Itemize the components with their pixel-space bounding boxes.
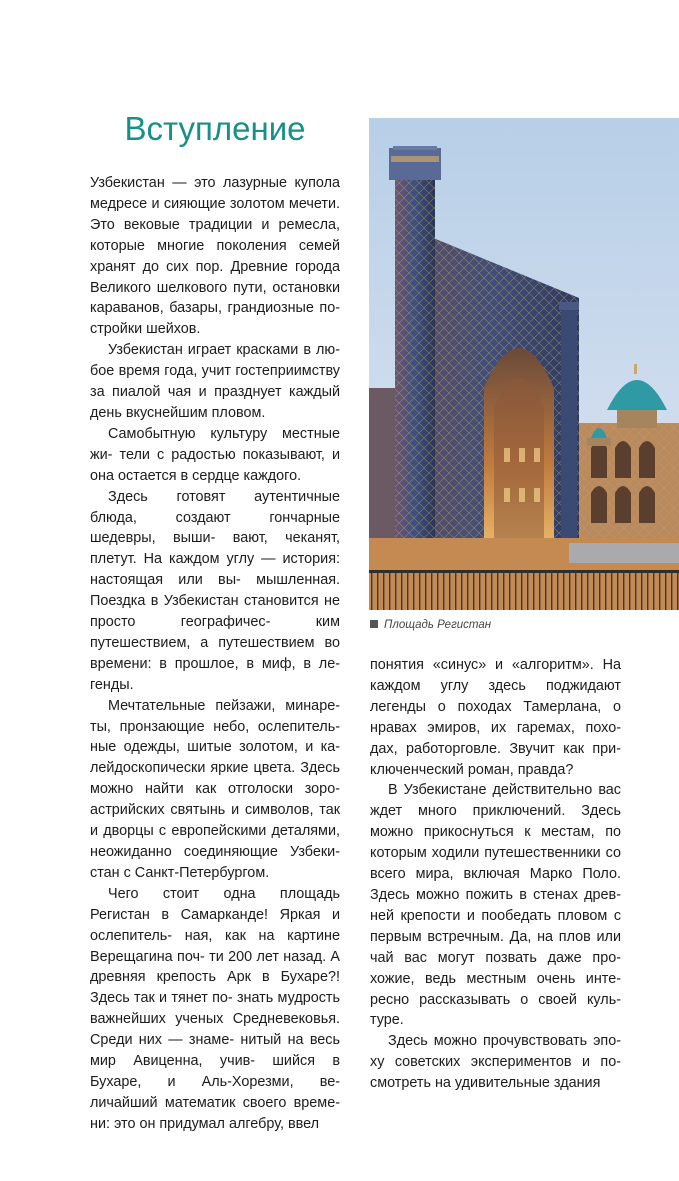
paragraph: [90, 340, 340, 424]
text-line: Мечтательные пейзажи, минаре-: [108, 697, 340, 714]
photo-caption-text: Площадь Регистан: [384, 619, 492, 631]
text-line: дах, работорговле. Звучит как при-: [370, 740, 621, 757]
text-line: лейдоскопически яркие цвета. Здесь: [90, 760, 340, 777]
text-line: ким путешествием, а путешествием: [90, 614, 340, 651]
paragraph: [90, 487, 340, 696]
text-line: ни: это он придумал алгебру, ввел: [90, 1115, 320, 1132]
text-line: Здесь можно прочувствовать эпо-: [388, 1033, 621, 1050]
text-line: создают гончарные шедевры, выши-: [90, 509, 340, 547]
text-line: смотреть на удивительные здания: [370, 1075, 601, 1092]
text-line: которым ходили путешественники: [370, 845, 601, 862]
text-line: В Узбекистане действительно вас: [388, 782, 621, 799]
text-line: медресе и сияющие золотом мечети.: [90, 195, 340, 212]
text-line: Здесь готовят аутентичные блюда,: [90, 488, 340, 526]
text-line: углу — история: настоящая или вы-: [90, 551, 341, 589]
text-line: шийся в Бухаре, и Аль-Хорезми, ве-: [90, 1053, 340, 1090]
text-line: Арк в Бухаре?! Здесь так и тянет по-: [90, 969, 340, 1007]
text-line: день вкуснейшим пловом.: [90, 404, 266, 421]
text-line: ты, пронзающие небо, ослепитель-: [90, 718, 340, 735]
paragraph: [90, 696, 340, 884]
text-line: личайший математик своего време-: [90, 1094, 340, 1111]
paragraph: [370, 1031, 621, 1094]
paragraph: [90, 884, 340, 1135]
paragraph: [370, 655, 621, 780]
paragraph: [370, 780, 621, 1031]
text-line: ресно рассказывать о своей куль-: [370, 991, 621, 1008]
text-line: нитый на весь мир Авиценна, учив-: [90, 1032, 341, 1070]
text-line: стройки шейхов.: [90, 321, 201, 338]
text-line: Узбекистан играет красками в лю-: [108, 342, 340, 359]
text-line: вают, чеканят, плетут. На каждом: [90, 530, 341, 568]
text-line: понятия «синус» и «алгоритм».: [370, 657, 594, 673]
text-line: за пиалой чая и празднует каждый: [90, 384, 340, 401]
left-text-column: [90, 173, 340, 1135]
text-line: и дворцы с европейскими деталями,: [90, 823, 340, 840]
text-line: Это вековые традиции и ремесла,: [90, 216, 340, 233]
text-line: астрийских святынь и символов, так: [90, 802, 340, 819]
text-line: ней крепости и пообедать пловом: [370, 907, 608, 924]
text-line: На каждом углу здесь поджидают: [370, 657, 621, 694]
text-line: Самобытную культуру местные жи-: [90, 425, 340, 463]
text-line: ти 200 лет назад. А древняя крепость: [90, 948, 341, 986]
text-line: становится не просто географичес-: [90, 593, 340, 631]
text-line: знать мудрость важнейших ученых: [90, 990, 341, 1028]
right-text-column: [370, 655, 621, 1094]
text-line: стан с Санкт-Петербургом.: [90, 864, 270, 881]
text-line: или чай вас могут позвать даже про-: [370, 928, 621, 966]
text-line: хранят до сих пор. Древние города: [90, 258, 340, 275]
paragraph: [90, 424, 340, 487]
text-line: Великого шелкового пути, остановки: [90, 279, 340, 296]
text-line: которые многие поколения семей: [90, 237, 340, 254]
text-line: генды.: [90, 676, 134, 693]
registan-photo: [369, 118, 679, 610]
text-line: можно прикоснуться к местам, по: [370, 824, 621, 841]
text-line: с первым встречным. Да, на плов: [370, 907, 622, 945]
text-line: бое время года, учит гостеприимству: [90, 363, 340, 380]
caption-bullet: [370, 620, 378, 628]
text-line: во времени: в прошлое, в миф, в ле-: [90, 634, 341, 672]
text-line: ная, как на картине Верещагина поч-: [90, 927, 340, 965]
text-line: Здесь можно пожить в стенах древ-: [370, 886, 621, 903]
text-line: хожие, ведь местным очень инте-: [370, 970, 621, 987]
text-line: остается в сердце каждого.: [117, 467, 302, 484]
text-line: ху советских экспериментов и по-: [370, 1054, 621, 1071]
text-line: ключенческий роман, правда?: [370, 761, 574, 778]
text-line: в Самарканде! Яркая и ослепитель-: [90, 906, 340, 944]
text-line: легенды о походах Тамерлана, о: [370, 698, 621, 715]
text-line: мышленная. Поездка в Узбекистан: [90, 572, 341, 610]
page-title: Вступление: [124, 110, 306, 147]
text-line: тели с радостью показывают, и она: [90, 446, 341, 484]
text-line: ные одежды, шитые золотом, и ка-: [90, 739, 340, 756]
text-line: нравах эмиров, их гаремах, похо-: [370, 719, 621, 736]
text-line: неожиданно соединяющие Узбеки-: [90, 844, 340, 860]
photo-caption: [370, 619, 670, 631]
text-line: Узбекистан — это лазурные купола: [90, 175, 340, 191]
text-line: можно найти как отголоски зоро-: [90, 781, 340, 798]
text-line: Чего стоит одна площадь Регистан: [90, 885, 340, 923]
text-line: со всего мира, включая Марко Поло.: [370, 845, 621, 883]
text-line: Средневековья. Среди них — знаме-: [90, 1011, 340, 1049]
text-line: караванов, базары, грандиозные по-: [90, 300, 340, 317]
paragraph: [90, 173, 340, 340]
text-line: туре.: [370, 1012, 404, 1029]
text-line: ждет много приключений. Здесь: [370, 803, 621, 820]
